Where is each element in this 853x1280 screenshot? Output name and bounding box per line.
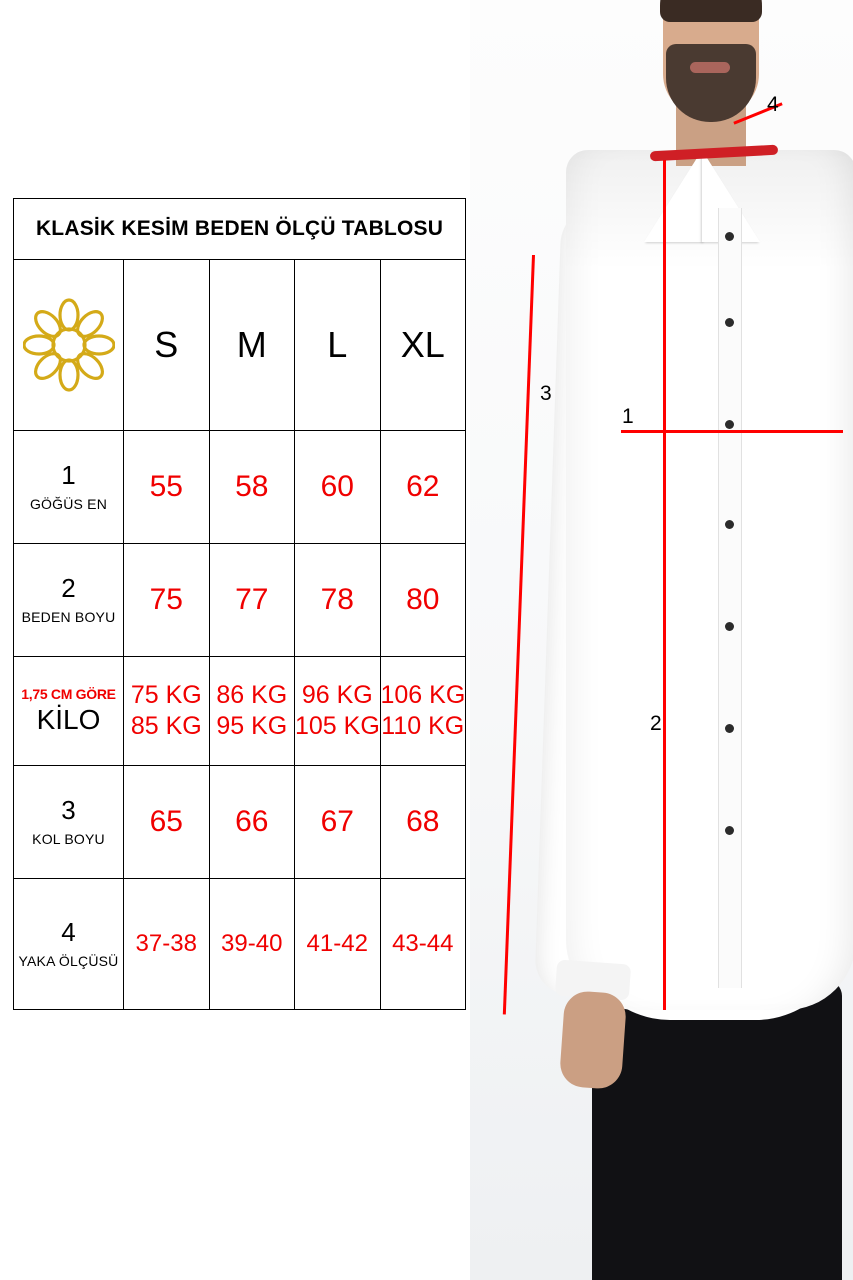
guide-label-2: 2 (650, 712, 662, 735)
cell-sleeve-m: 66 (209, 766, 295, 879)
size-table (13, 198, 466, 1010)
cell-body-m: 77 (209, 544, 295, 657)
cell-body-l: 78 (295, 544, 381, 657)
table-row (14, 544, 466, 657)
model-left-hand (559, 990, 628, 1090)
table-title-row (14, 199, 466, 260)
size-header-m: M (209, 260, 295, 431)
cell-body-s: 75 (124, 544, 210, 657)
row-label-body-length (14, 544, 124, 657)
row-label-collar (14, 879, 124, 1010)
shirt-button (725, 520, 734, 529)
cell-chest-m: 58 (209, 431, 295, 544)
cell-sleeve-s: 65 (124, 766, 210, 879)
cell-sleeve-l: 67 (295, 766, 381, 879)
shirt-button (725, 232, 734, 241)
chest-width-guide-line (621, 430, 843, 433)
guide-label-3: 3 (540, 382, 552, 405)
cell-collar-s: 37-38 (124, 879, 210, 1010)
row-name: KİLO (36, 704, 101, 735)
cell-weight-l (295, 657, 381, 766)
row-label-chest (14, 431, 124, 544)
guide-label-1: 1 (622, 405, 634, 428)
model-photo (470, 0, 853, 1280)
trousers (592, 980, 842, 1280)
cell-collar-m: 39-40 (209, 879, 295, 1010)
row-name: GÖĞÜS EN (29, 495, 108, 512)
guide-label-4: 4 (767, 93, 779, 116)
cell-collar-l: 41-42 (295, 879, 381, 1010)
cell-weight-s (124, 657, 210, 766)
weight-to: 95 KG (216, 712, 288, 740)
row-number: 4 (61, 917, 76, 948)
weight-to: 110 KG (381, 712, 465, 740)
cell-chest-xl: 62 (380, 431, 466, 544)
weight-to: 105 KG (295, 712, 380, 740)
shirt-body (566, 150, 853, 1010)
shirt-collar-left (644, 150, 702, 242)
row-name: KOL BOYU (32, 830, 105, 847)
shirt-button (725, 622, 734, 631)
weight-from: 96 KG (301, 680, 373, 709)
cell-weight-xl (380, 657, 466, 766)
table-row (14, 431, 466, 544)
shirt-button (725, 724, 734, 733)
model-lips (690, 62, 730, 73)
table-row (14, 879, 466, 1010)
cell-collar-xl: 43-44 (380, 879, 466, 1010)
model-hair (660, 0, 762, 22)
cell-sleeve-xl: 68 (380, 766, 466, 879)
table-row (14, 766, 466, 879)
row-name: BEDEN BOYU (21, 608, 116, 625)
weight-from: 106 KG (380, 680, 466, 709)
cell-body-xl: 80 (380, 544, 466, 657)
size-header-xl: XL (380, 260, 466, 431)
row-number: 1 (61, 460, 76, 491)
weight-to: 85 KG (130, 712, 202, 740)
row-label-weight (14, 657, 124, 766)
row-name: YAKA ÖLÇÜSÜ (18, 952, 119, 969)
body-length-guide-line (663, 160, 666, 1010)
row-note: 1,75 CM GÖRE (21, 686, 116, 702)
brand-logo-cell (14, 260, 124, 431)
shirt-button (725, 420, 734, 429)
row-label-sleeve (14, 766, 124, 879)
shirt-button (725, 318, 734, 327)
page-title: KLASİK KESİM BEDEN ÖLÇÜ TABLOSU (14, 199, 466, 260)
weight-from: 75 KG (130, 680, 202, 709)
size-header-l: L (295, 260, 381, 431)
row-number: 2 (61, 573, 76, 604)
cell-weight-m (209, 657, 295, 766)
size-table-container (13, 198, 465, 1010)
cell-chest-l: 60 (295, 431, 381, 544)
size-header-s: S (124, 260, 210, 431)
row-number: 3 (61, 795, 76, 826)
cell-chest-s: 55 (124, 431, 210, 544)
shirt-button (725, 826, 734, 835)
table-row (14, 657, 466, 766)
table-header-row (14, 260, 466, 431)
weight-from: 86 KG (216, 680, 288, 709)
flower-logo (14, 260, 123, 430)
